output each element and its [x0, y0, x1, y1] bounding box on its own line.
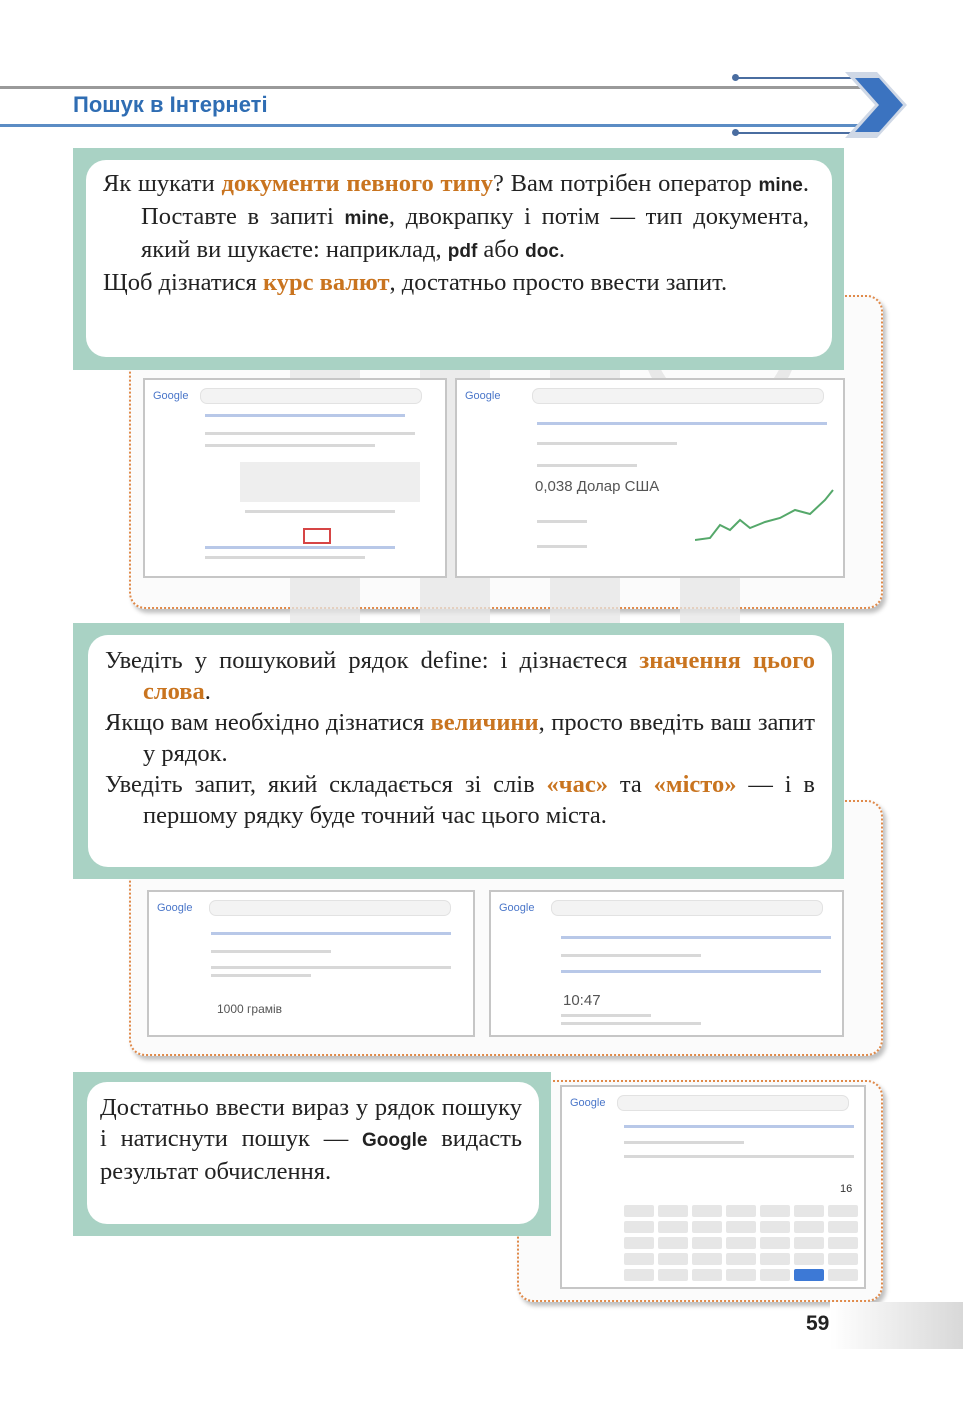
search-bar [209, 900, 451, 916]
screenshot-filetype-search [143, 378, 447, 578]
result-line [205, 432, 415, 435]
header-rule-top [0, 86, 880, 89]
result-line [561, 1022, 701, 1025]
result-line [205, 556, 365, 559]
tip-paragraph-calculator: Достатньо ввести вираз у рядок пошуку і натиснути пошук — Google видасть результат обчислення. [100, 1094, 522, 1185]
screenshot-units-search [147, 890, 475, 1037]
tip-box-1-content [86, 160, 832, 357]
result-line [205, 444, 375, 447]
exchange-rate-chart [695, 480, 835, 550]
search-tabs [537, 422, 827, 425]
screenshot-currency-search [455, 378, 845, 578]
search-bar [200, 388, 422, 404]
search-tabs [624, 1125, 854, 1128]
google-logo: Google [153, 390, 189, 402]
result-line [205, 546, 395, 549]
search-tabs [561, 936, 831, 939]
result-line [561, 1014, 651, 1017]
result-line [211, 974, 311, 977]
google-logo: Google [499, 902, 535, 914]
units-result: 1000 грамів [217, 1002, 283, 1016]
chevron-arrow-icon [845, 70, 915, 140]
result-line [211, 966, 451, 969]
result-line [561, 954, 701, 957]
tip-paragraph-define: Уведіть у пошуковий рядок define: і дізнаєтеся значення цього слова. [105, 647, 815, 705]
tip-paragraph-currency: Щоб дізнатися курс валют, достатньо просто ввести запит. [103, 269, 728, 296]
result-line [624, 1155, 854, 1158]
calculator-display: 16 [840, 1183, 853, 1195]
tip-box-2-content [88, 635, 832, 867]
highlight-box [303, 528, 331, 544]
result-line [561, 970, 821, 973]
input-field [537, 545, 587, 548]
page-number-tab [830, 1302, 963, 1349]
result-line [245, 510, 395, 513]
section-title: Пошук в Інтернеті [73, 92, 268, 117]
google-logo: Google [157, 902, 193, 914]
tip-paragraph-time: Уведіть запит, який складається зі слів «час» та «місто» — і в першому рядку буде точний час цього міста. [105, 771, 815, 829]
tip-paragraph-units: Якщо вам необхідно дізнатися величини, просто введіть ваш запит у рядок. [105, 709, 815, 767]
time-result: 10:47 [563, 992, 601, 1009]
header-rule-bottom [0, 124, 860, 127]
input-field [537, 520, 587, 523]
screenshot-time-search [489, 890, 844, 1037]
header-dotted-line-bottom [735, 132, 855, 134]
search-bar [617, 1095, 849, 1111]
result-line [537, 442, 677, 445]
page-number: 59 [806, 1312, 830, 1335]
search-bar [532, 388, 824, 404]
search-tabs [205, 414, 405, 417]
result-line [537, 464, 637, 467]
image-result-block [240, 462, 420, 502]
google-logo: Google [465, 390, 501, 402]
result-line [624, 1141, 744, 1144]
search-bar [551, 900, 823, 916]
result-line [211, 950, 331, 953]
screenshot-calculator-search [560, 1085, 866, 1289]
tip-paragraph-doc-type: Як шукати документи певного типу? Вам потрібен оператор mine. Поставте в запиті mine, двокрапку і потім — тип документа, який ви шукаєте: наприклад, pdf або doc. [103, 170, 810, 263]
tip-box-3-content [87, 1082, 539, 1224]
header-dotted-line-top [735, 77, 855, 79]
currency-result: 0,038 Долар США [535, 478, 660, 495]
search-tabs [211, 932, 451, 935]
google-logo: Google [570, 1097, 606, 1109]
